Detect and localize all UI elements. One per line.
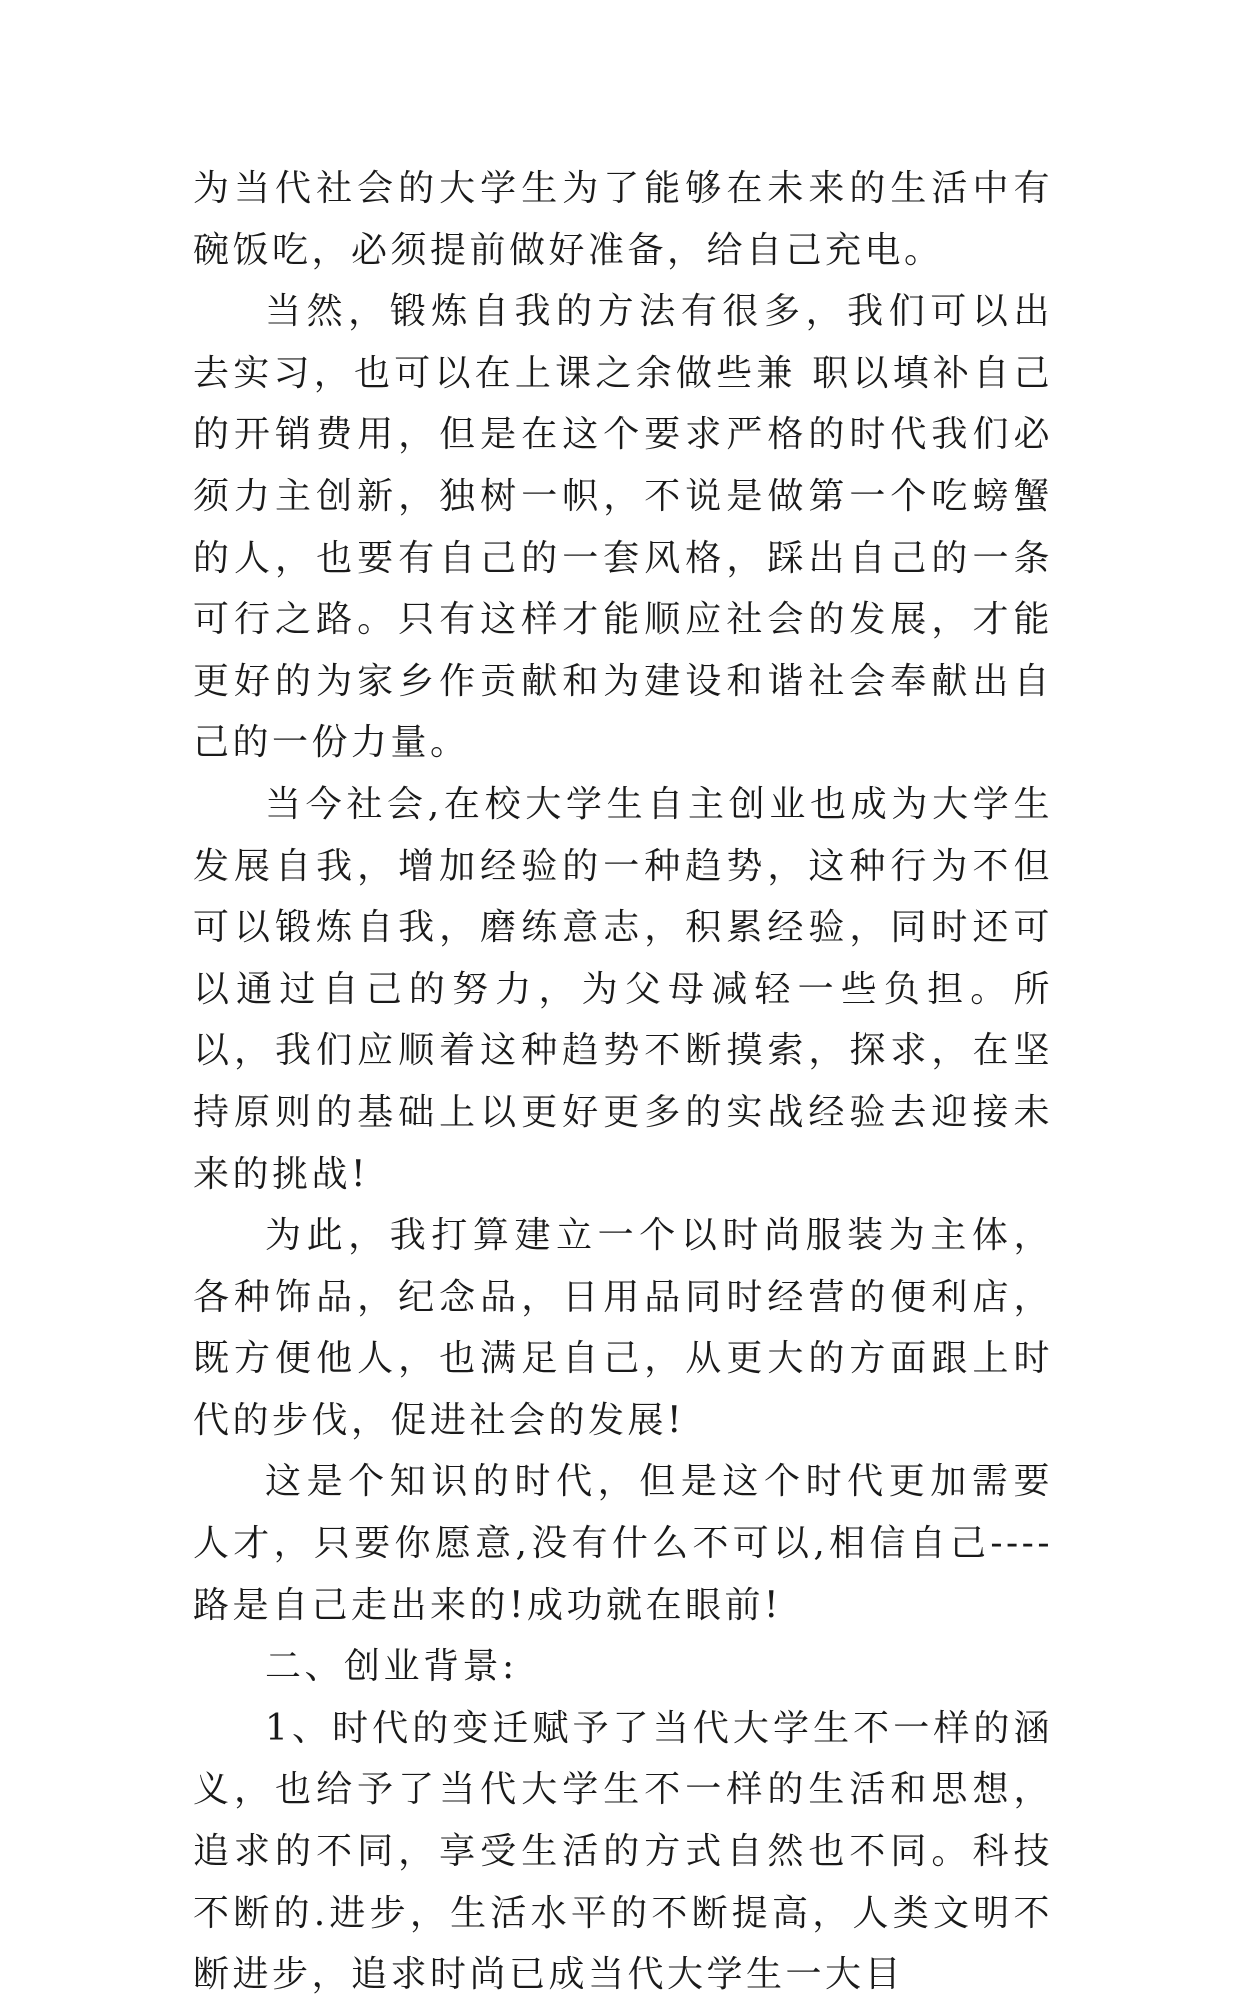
- paragraph-6: 1、时代的变迁赋予了当代大学生不一样的涵义，也给予了当代大学生不一样的生活和思想，追求的不同，享受生活的方式自然也不同。科技不断的.进步，生活水平的不断提高，人类文明不断进步，追求时尚已成当代大学生一大目: [193, 1707, 1053, 1996]
- paragraph-2: 当然，锻炼自我的方法有很多，我们可以出去实习，也可以在上课之余做些兼 职以填补自己的开销费用，但是在这个要求严格的时代我们必须力主创新，独树一帜，不说是做第一个吃螃蟹的人，也要有自己的一套风格，踩出自己的一条可行之路。只有这样才能顺应社会的发展，才能更好的为家乡作贡献和为建设和谐社会奉献出自己的一份力量。: [193, 291, 1053, 764]
- document-body: [193, 158, 1053, 2006]
- paragraph-5: 这是个知识的时代，但是这个时代更加需要人才，只要你愿意,没有什么不可以,相信自己----路是自己走出来的!成功就在眼前!: [193, 1461, 1053, 1626]
- paragraph-3: 当今社会,在校大学生自主创业也成为大学生发展自我，增加经验的一种趋势，这种行为不但可以锻炼自我，磨练意志，积累经验，同时还可以通过自己的努力，为父母减轻一些负担。所以，我们应顺着这种趋势不断摸索，探求，在坚持原则的基础上以更好更多的实战经验去迎接未来的挑战!: [193, 783, 1053, 1195]
- paragraph-1: 为当代社会的大学生为了能够在未来的生活中有碗饭吃，必须提前做好准备，给自己充电。: [193, 168, 1053, 271]
- section-heading: 二、创业背景:: [265, 1646, 518, 1688]
- paragraph-4: 为此，我打算建立一个以时尚服装为主体，各种饰品，纪念品，日用品同时经营的便利店，既方便他人，也满足自己，从更大的方面跟上时代的步伐，促进社会的发展!: [193, 1215, 1053, 1441]
